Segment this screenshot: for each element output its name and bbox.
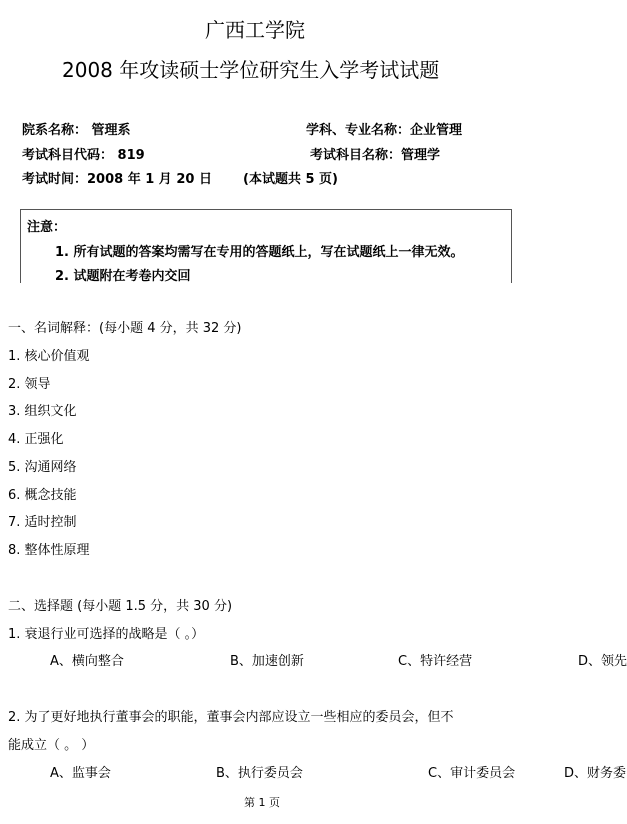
list-item: 8. 整体性原理 (8, 543, 90, 558)
subject-name-field: 考试科目名称：管理学 (310, 148, 441, 163)
option-b: B、加速创新 (230, 654, 304, 669)
page-number: 第 1 页 (244, 796, 280, 809)
section-heading: 二、选择题 (每小题 1.5 分，共 30 分) (8, 599, 233, 614)
option-c: C、审计委员会 (428, 766, 516, 781)
section-heading: 一、名词解释：(每小题 4 分，共 32 分) (8, 321, 242, 336)
exam-title: 2008 年攻读硕士学位研究生入学考试试题 (62, 58, 440, 82)
notice-item: 1. 所有试题的答案均需写在专用的答题纸上，写在试题纸上一律无效。 (55, 245, 464, 260)
list-item: 2. 领导 (8, 377, 51, 392)
option-a: A、监事会 (50, 766, 111, 781)
question-stem-continuation: 能成立（ 。 ） (8, 738, 95, 753)
notice-item: 2. 试题附在考卷内交回 (55, 269, 191, 284)
list-item: 7. 适时控制 (8, 515, 77, 530)
notice-title: 注意： (27, 220, 67, 235)
list-item: 5. 沟通网络 (8, 460, 77, 475)
exam-time-field: 考试时间：2008 年 1 月 20 日 (22, 172, 212, 187)
question-stem: 2. 为了更好地执行董事会的职能，董事会内部应设立一些相应的委员会，但不 (8, 710, 454, 725)
list-item: 6. 概念技能 (8, 488, 77, 503)
option-a: A、横向整合 (50, 654, 124, 669)
list-item: 1. 核心价值观 (8, 349, 90, 364)
question-stem: 1. 衰退行业可选择的战略是（ 。） (8, 627, 205, 642)
option-b: B、执行委员会 (216, 766, 303, 781)
list-item: 3. 组织文化 (8, 404, 77, 419)
option-d: D、领先 (578, 654, 627, 669)
page-count-field: (本试题共 5 页) (243, 172, 338, 187)
option-c: C、特许经营 (398, 654, 473, 669)
subject-code-field: 考试科目代码： 819 (22, 148, 145, 163)
school-name: 广西工学院 (205, 18, 305, 42)
notice-box (20, 209, 512, 283)
list-item: 4. 正强化 (8, 432, 64, 447)
option-d: D、财务委 (564, 766, 627, 781)
department-field: 院系名称： 管理系 (22, 123, 131, 138)
major-field: 学科、专业名称：企业管理 (306, 123, 463, 138)
